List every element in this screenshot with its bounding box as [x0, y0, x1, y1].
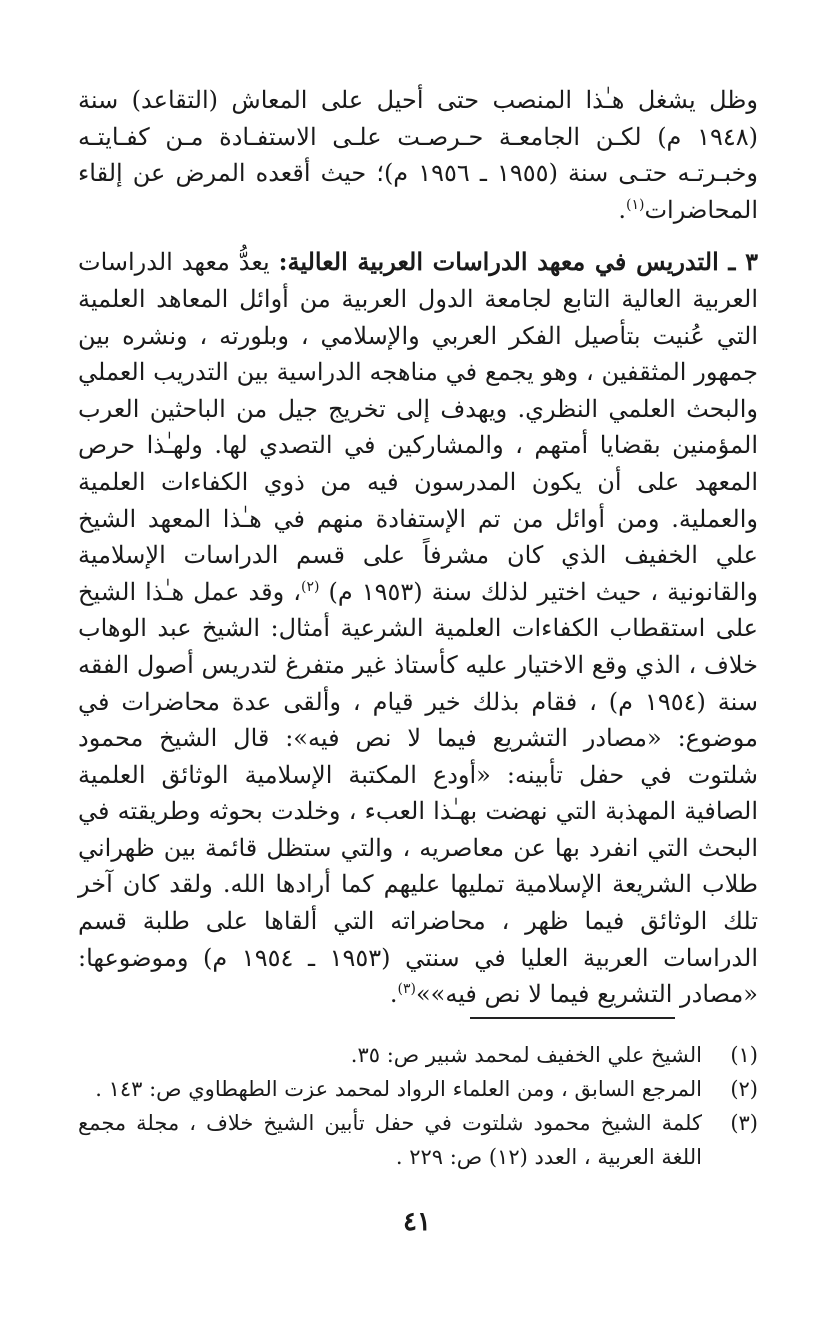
paragraph-2 — [78, 244, 758, 1012]
footnote-3 — [78, 1106, 758, 1174]
footnote-separator — [470, 1017, 675, 1019]
main-text — [78, 82, 758, 1013]
footnote-number: (٣) — [730, 1111, 758, 1135]
footnote-number: (٢) — [730, 1077, 758, 1101]
paragraph-2-end: . — [389, 980, 398, 1009]
footnote-text: المرجع السابق ، ومن العلماء الرواد لمحمد عزت الطهطاوي ص: ١٤٣ . — [95, 1077, 702, 1101]
section-heading: ٣ ـ التدريس في معهد الدراسات العربية العالية: — [278, 247, 758, 277]
footnote-ref-3: (٣) — [397, 981, 416, 998]
footnote-1 — [78, 1038, 758, 1072]
paragraph-1-text: وظل يشغل هـٰذا المنصب حتى أحيل على المعاش (التقاعد) سنة (١٩٤٨ م) لكـن الجامعـة حـرصـت علـى الاستفـادة مـن كفـايتـه وخبـرتـه حتـى سنة (١٩٥٥ ـ ١٩٥٦ م)؛ حيث أقعده المرض عن إلقاء المحاضرات — [78, 86, 759, 224]
footnote-text: كلمة الشيخ محمود شلتوت في حفل تأبين الشيخ خلاف ، مجلة مجمع اللغة العربية ، العدد (١٢) ص: ٢٢٩ . — [78, 1111, 702, 1169]
footnote-number: (١) — [730, 1043, 758, 1067]
paragraph-1-end: . — [618, 195, 626, 224]
footnotes — [78, 1038, 758, 1174]
footnote-ref-2: (٢) — [300, 578, 320, 595]
paragraph-1 — [78, 82, 758, 228]
paragraph-2-text-b: ، وقد عمل هـٰذا الشيخ على استقطاب الكفاءات العلمية الشرعية أمثال: الشيخ عبد الوهاب خلاف ، الذي وقع الاختيار عليه كأستاذ غير متفرغ لتدريس أصول الفقه سنة (١٩٥٤ م) ، فقام بذلك خير قيام ، وألقى عدة محاضرات في موضوع: «مصادر التشريع فيما لا نص فيه»: قال الشيخ محمود شلتوت في حفل تأبينه: «أودع المكتبة الإسلامية الوثائق العلمية الصافية المهذبة التي نهضت بهـٰذا العبء ، وخلدت بحوثه وطريقته في البحث التي انفرد بها عن معاصريه ، والتي ستظل قائمة بين ظهراني طلاب الشريعة الإسلامية تمليها عليهم كما أرادها الله. ولقد كان آخر تلك الوثائق فيما ظهر ، محاضراته التي ألقاها على طلبة قسم الدراسات العربية العليا في سنتي (١٩٥٣ ـ ١٩٥٤ م) وموضوعها: «مصادر التشريع فيما لا نص فيه»» — [78, 577, 758, 1009]
footnote-2 — [78, 1072, 758, 1106]
footnote-text: الشيخ علي الخفيف لمحمد شبير ص: ٣٥. — [350, 1043, 702, 1067]
page-number: ٤١ — [403, 1207, 431, 1237]
footnote-ref-1: (١) — [625, 196, 645, 213]
paragraph-2-text-a: يعدُّ معهد الدراسات العربية العالية التابع لجامعة الدول العربية من أوائل المعاهد العلمية التي عُنيت بتأصيل الفكر العربي والإسلامي ، وبلورته ، ونشره بين جمهور المثقفين ، وهو يجمع في مناهجه الدراسية بين التدريب العملي والبحث العلمي النظري. ويهدف إلى تخريج جيل من الباحثين العرب المؤمنين بقضايا أمتهم ، والمشاركين في التصدي لها. ولهـٰذا حرص المعهد على أن يكون المدرسون فيه من ذوي الكفاءات العلمية والعملية. ومن أوائل من تم الإستفادة منهم في هـٰذا المعهد الشيخ علي الخفيف الذي كان مشرفاً على قسم الدراسات الإسلامية والقانونية ، حيث اختير لذلك سنة (١٩٥٣ م) — [78, 248, 758, 606]
